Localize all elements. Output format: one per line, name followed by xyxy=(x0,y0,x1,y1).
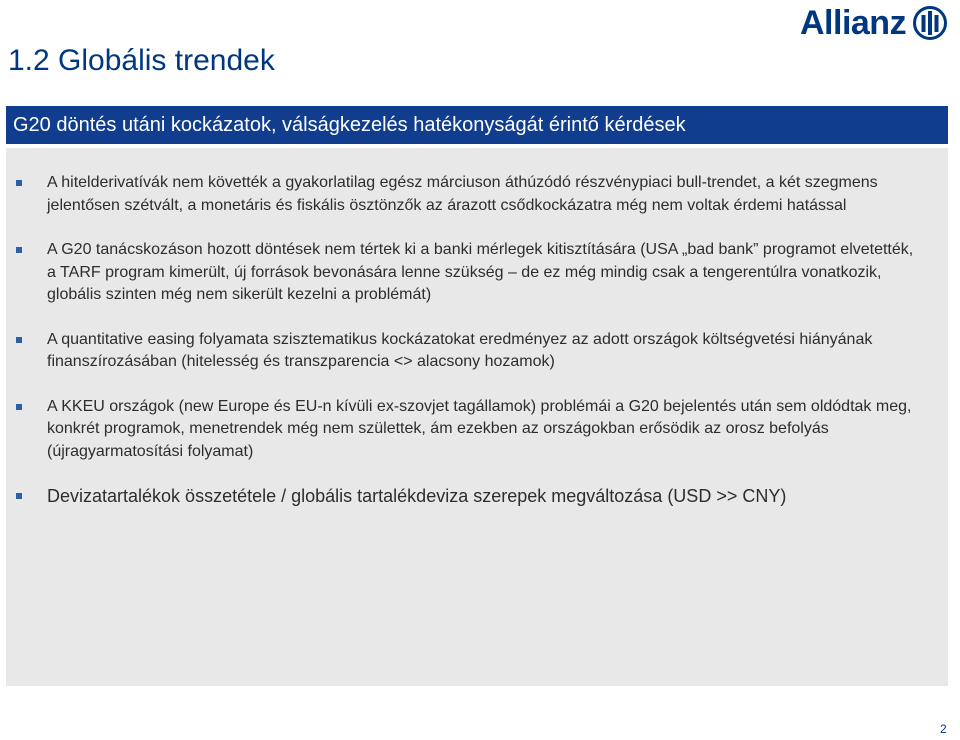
bullet-square-icon xyxy=(16,247,22,253)
bullet-square-icon xyxy=(16,493,22,499)
page-number: 2 xyxy=(940,722,947,736)
bullet-square-icon xyxy=(16,337,22,343)
content-box xyxy=(6,148,948,686)
allianz-eagle-emblem-icon xyxy=(912,5,948,41)
section-header-text: G20 döntés utáni kockázatok, válságkezelés hatékonyságát érintő kérdések xyxy=(13,113,686,136)
bullet-text: A hitelderivatívák nem követték a gyakorlatilag egész márciuson áthúzódó részvénypiaci bull-trendet, a két szegmens jelentősen szétvált, a monetáris és fiskális ösztönzők az árazott csődkockázatra még nem voltak érdemi hatással xyxy=(47,174,878,214)
bullet-item xyxy=(6,329,936,374)
section-header-band xyxy=(6,106,948,144)
bullet-item xyxy=(6,485,936,508)
bullet-item xyxy=(6,172,936,217)
bullet-text: A G20 tanácskozáson hozott döntések nem tértek ki a banki mérlegek kitisztítására (USA „bad bank” programot elvetették, a TARF program kimerült, új források bevonására lenne szükség – de ez még mindig csak a tengerentúlra vonatkozik, globális szinten még nem sikerült kezelni a problémát) xyxy=(47,241,914,303)
bullet-square-icon xyxy=(16,180,22,186)
bullet-text: A quantitative easing folyamata szisztematikus kockázatokat eredményez az adott országok költségvetési hiányának finanszírozásában (hitelesség és transzparencia <> alacsony hozamok) xyxy=(47,330,873,370)
bullet-text: Devizatartalékok összetétele / globális tartalékdeviza szerepek megváltozása (USD >> CNY) xyxy=(47,486,787,506)
slide-title: 1.2 Globális trendek xyxy=(8,44,275,77)
allianz-logo xyxy=(800,4,948,42)
bullet-list xyxy=(6,172,936,530)
bullet-item xyxy=(6,396,936,464)
bullet-item xyxy=(6,239,936,307)
bullet-square-icon xyxy=(16,404,22,410)
logo-text: Allianz xyxy=(800,4,907,42)
bullet-text: A KKEU országok (new Europe és EU-n kívüli ex-szovjet tagállamok) problémái a G20 bejelentés után sem oldódtak meg, konkrét programok, menetrendek még nem születtek, ám ezekben az országokban erősödik az orosz befolyás (újragyarmatosítási folyamat) xyxy=(47,397,912,460)
